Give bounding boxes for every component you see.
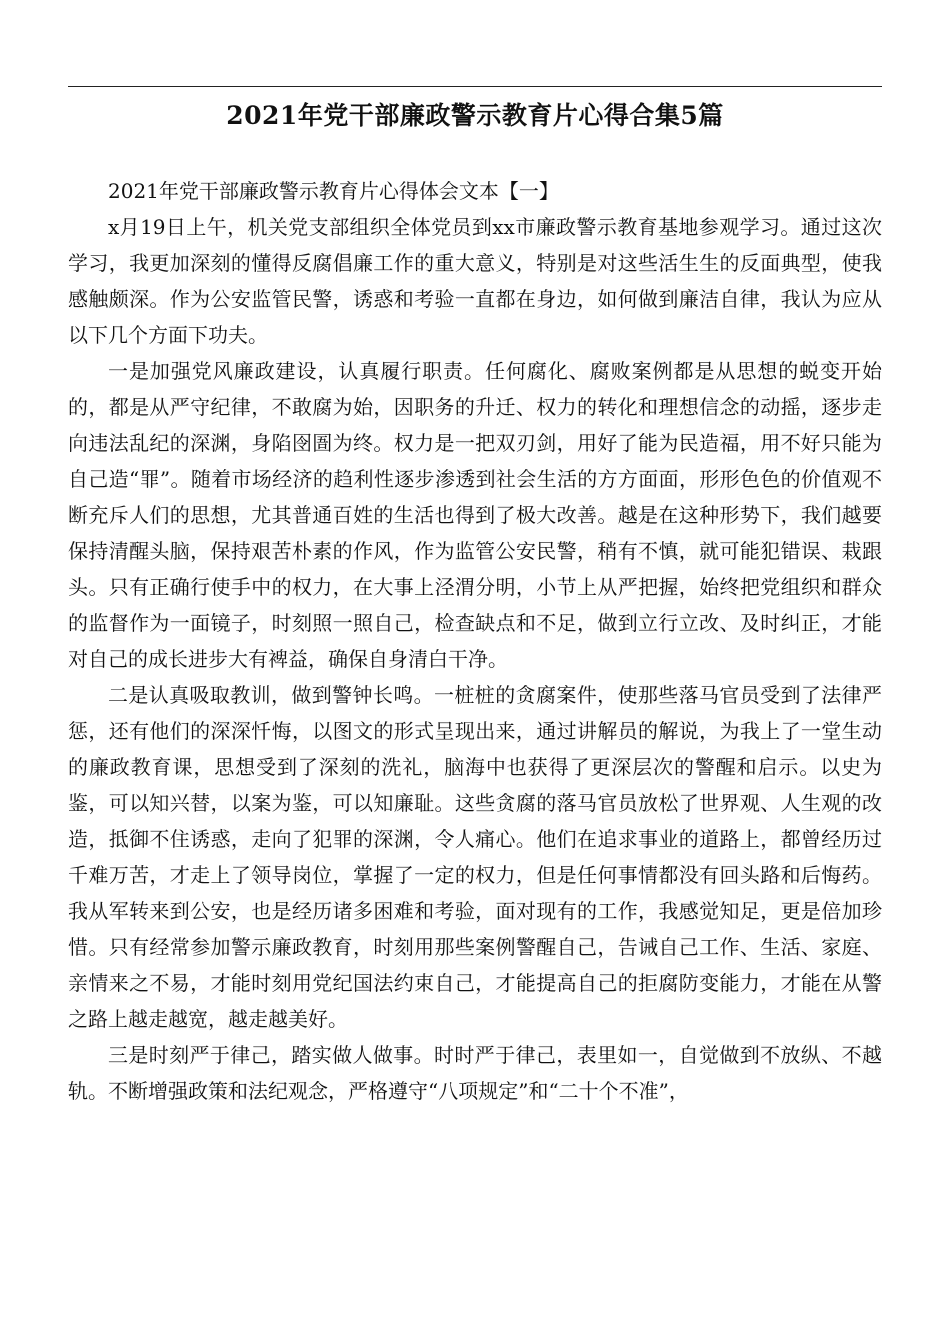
paragraph-point-two: 二是认真吸取教训，做到警钟长鸣。一桩桩的贪腐案件，使那些落马官员受到了法律严惩，还有他们的深深忏悔，以图文的形式呈现出来，通过讲解员的解说，为我上了一堂生动的廉政教育课，思想受到了深刻的洗礼，脑海中也获得了更深层次的警醒和启示。以史为鉴，可以知兴替，以案为鉴，可以知廉耻。这些贪腐的落马官员放松了世界观、人生观的改造，抵御不住诱惑，走向了犯罪的深渊，令人痛心。他们在追求事业的道路上，都曾经历过千难万苦，才走上了领导岗位，掌握了一定的权力，但是任何事情都没有回头路和后悔药。我从军转来到公安，也是经历诸多困难和考验，面对现有的工作，我感觉知足，更是倍加珍惜。只有经常参加警示廉政教育，时刻用那些案例警醒自己，告诫自己工作、生活、家庭、亲情来之不易，才能时刻用党纪国法约束自己，才能提高自己的拒腐防变能力，才能在从警之路上越走越宽，越走越美好。 xyxy=(68,683,882,1031)
document-body xyxy=(68,173,882,1109)
paragraph-point-three: 三是时刻严于律己，踏实做人做事。时时严于律己，表里如一，自觉做到不放纵、不越轨。不断增强政策和法纪观念，严格遵守“八项规定”和“二十个不准”， xyxy=(68,1043,882,1103)
paragraph-point-one: 一是加强党风廉政建设，认真履行职责。任何腐化、腐败案例都是从思想的蜕变开始的，都是从严守纪律，不敢腐为始，因职务的升迁、权力的转化和理想信念的动摇，逐步走向违法乱纪的深渊，身陷囹圄为终。权力是一把双刃剑，用好了能为民造福，用不好只能为自己造“罪”。随着市场经济的趋利性逐步渗透到社会生活的方方面面，形形色色的价值观不断充斥人们的思想，尤其普通百姓的生活也得到了极大改善。越是在这种形势下，我们越要保持清醒头脑，保持艰苦朴素的作风，作为监管公安民警，稍有不慎，就可能犯错误、栽跟头。只有正确行使手中的权力，在大事上泾渭分明，小节上从严把握，始终把党组织和群众的监督作为一面镜子，时刻照一照自己，检查缺点和不足，做到立行立改、及时纠正，才能对自己的成长进步大有裨益，确保自身清白干净。 xyxy=(68,359,882,671)
header-rule xyxy=(68,86,882,87)
section-heading: 2021年党干部廉政警示教育片心得体会文本【一】 xyxy=(108,179,559,203)
paragraph-intro: x月19日上午，机关党支部组织全体党员到xx市廉政警示教育基地参观学习。通过这次学习，我更加深刻的懂得反腐倡廉工作的重大意义，特别是对这些活生生的反面典型，使我感触颇深。作为公安监管民警，诱惑和考验一直都在身边，如何做到廉洁自律，我认为应从以下几个方面下功夫。 xyxy=(68,215,882,347)
document-title: 2021年党干部廉政警示教育片心得合集5篇 xyxy=(226,101,724,130)
